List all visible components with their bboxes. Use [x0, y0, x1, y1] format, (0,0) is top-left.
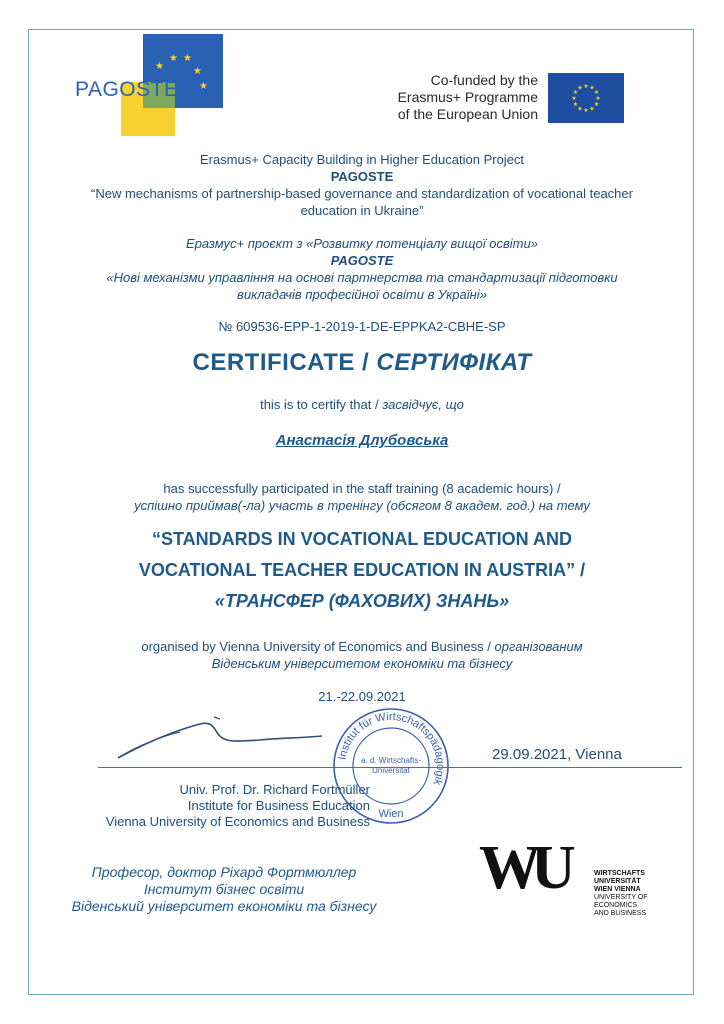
project-ua-line: Еразмус+ проєкт з «Розвитку потенціалу вищої освіти» [186, 236, 538, 251]
project-ua-block [0, 235, 724, 303]
svg-text:★: ★ [571, 95, 577, 102]
wu-line: WIRTSCHAFTS [594, 870, 645, 877]
project-number: № 609536-EPP-1-2019-1-DE-EPPKA2-CBHE-SP [218, 319, 506, 334]
cofund-line: Erasmus+ Programme [397, 89, 538, 105]
project-en-line: Erasmus+ Capacity Building in Higher Education Project [199, 152, 525, 167]
recipient-name: Анастасія Длубовська [275, 432, 449, 449]
organiser-ua-start: організованим [494, 639, 583, 654]
project-en-name: PAGOSTE [330, 169, 394, 184]
topic-line: “STANDARDS IN VOCATIONAL EDUCATION AND [152, 529, 572, 549]
certify-en: this is to certify that / [260, 397, 383, 412]
signatory-university-ua: Віденський університет економіки та бізнесу [71, 898, 377, 914]
svg-text:★: ★ [572, 101, 579, 108]
wu-line: ECONOMICS [594, 902, 638, 909]
star-icon: ★ [193, 66, 202, 77]
organiser-block [0, 638, 724, 672]
cofunded-text [376, 72, 538, 123]
organiser-ua: Віденським університетом економіки та бізнесу [211, 656, 513, 671]
wu-logo [479, 838, 659, 928]
stamp-center-line: Universität [372, 766, 410, 775]
stamp-center-line: a. d. Wirtschafts- [360, 756, 422, 765]
signatory-institute: Institute for Business Education [187, 798, 370, 813]
wu-line: AND BUSINESS [594, 910, 647, 917]
svg-text:★: ★ [572, 89, 579, 96]
svg-text:★: ★ [593, 89, 600, 96]
certify-line [0, 396, 724, 413]
stamp-bottom-text: Wien [378, 808, 404, 820]
star-icon: ★ [169, 53, 178, 64]
organiser-en: organised by Vienna University of Economics and Business / [141, 639, 495, 654]
signatory-name-ua: Професор, доктор Ріхард Фортмюллер [91, 864, 357, 880]
participation-en: has successfully participated in the staff training (8 academic hours) / [163, 481, 561, 496]
signatory-institute-ua: Інститут бізнес освіти [143, 881, 305, 897]
eu-flag-icon [548, 73, 624, 123]
project-en-block [0, 151, 724, 219]
certify-ua: засвідчує, що [382, 397, 464, 412]
wu-line: UNIVERSITÄT [594, 878, 641, 885]
svg-text:★: ★ [595, 95, 601, 102]
svg-text:★: ★ [589, 84, 595, 92]
wu-logo-text [594, 870, 648, 918]
project-en-desc: education in Ukraine” [300, 203, 424, 218]
svg-text:★: ★ [583, 107, 589, 114]
cofund-line: of the European Union [397, 106, 538, 122]
wu-mark-text: WU [479, 838, 566, 894]
project-ua-desc: викладачів професійної освіти в Україні» [237, 287, 487, 302]
svg-text:★: ★ [593, 101, 600, 108]
pagoste-logo [73, 34, 223, 138]
project-ua-name: PAGOSTE [330, 253, 394, 268]
wu-line: WIEN VIENNA [594, 886, 641, 893]
project-en-desc: “New mechanisms of partnership-based governance and standardization of vocational teacher [91, 186, 633, 201]
svg-text:★: ★ [577, 84, 583, 92]
logo-text: PAGOSTE [75, 78, 179, 101]
topic-line: VOCATIONAL TEACHER EDUCATION IN AUSTRIA” / [138, 560, 586, 580]
svg-text:★: ★ [583, 83, 589, 90]
handwritten-signature [110, 712, 340, 767]
participation-ua: успішно приймав(-ла) участь в тренінгу (обсягом 8 академ. год.) на тему [134, 498, 590, 513]
institute-stamp [331, 706, 451, 826]
title-en: CERTIFICATE / [192, 349, 377, 376]
cofund-line: Co-funded by the [430, 72, 538, 88]
training-topic [0, 524, 724, 617]
signatory-en [70, 782, 370, 830]
signatory-ua [40, 864, 408, 915]
participation-block [0, 480, 724, 514]
topic-line-ua: «ТРАНСФЕР (ФАХОВИХ) ЗНАНЬ» [214, 591, 510, 611]
star-icon: ★ [155, 61, 164, 72]
signatory-university: Vienna University of Economics and Business [105, 814, 370, 829]
training-dates: 21.-22.09.2021 [318, 689, 406, 704]
stamp-ring-text: Institut für Wirtschaftspädagogik [336, 710, 447, 787]
svg-text:★: ★ [577, 105, 583, 113]
star-icon: ★ [199, 81, 208, 92]
title-ua: СЕРТИФІКАТ [376, 349, 532, 376]
signing-date-place: 29.09.2021, Vienna [492, 746, 622, 763]
svg-text:★: ★ [589, 105, 595, 113]
star-icon: ★ [183, 53, 192, 64]
svg-text:Institut für Wirtschaftspädago [336, 711, 446, 787]
signatory-name: Univ. Prof. Dr. Richard Fortmüller [179, 782, 370, 797]
certificate-title [0, 349, 724, 377]
wu-line: UNIVERSITY OF [594, 894, 648, 901]
wu-mark-icon [479, 838, 594, 894]
project-ua-desc: «Нові механізми управління на основі партнерства та стандартизації підготовки [106, 270, 618, 285]
